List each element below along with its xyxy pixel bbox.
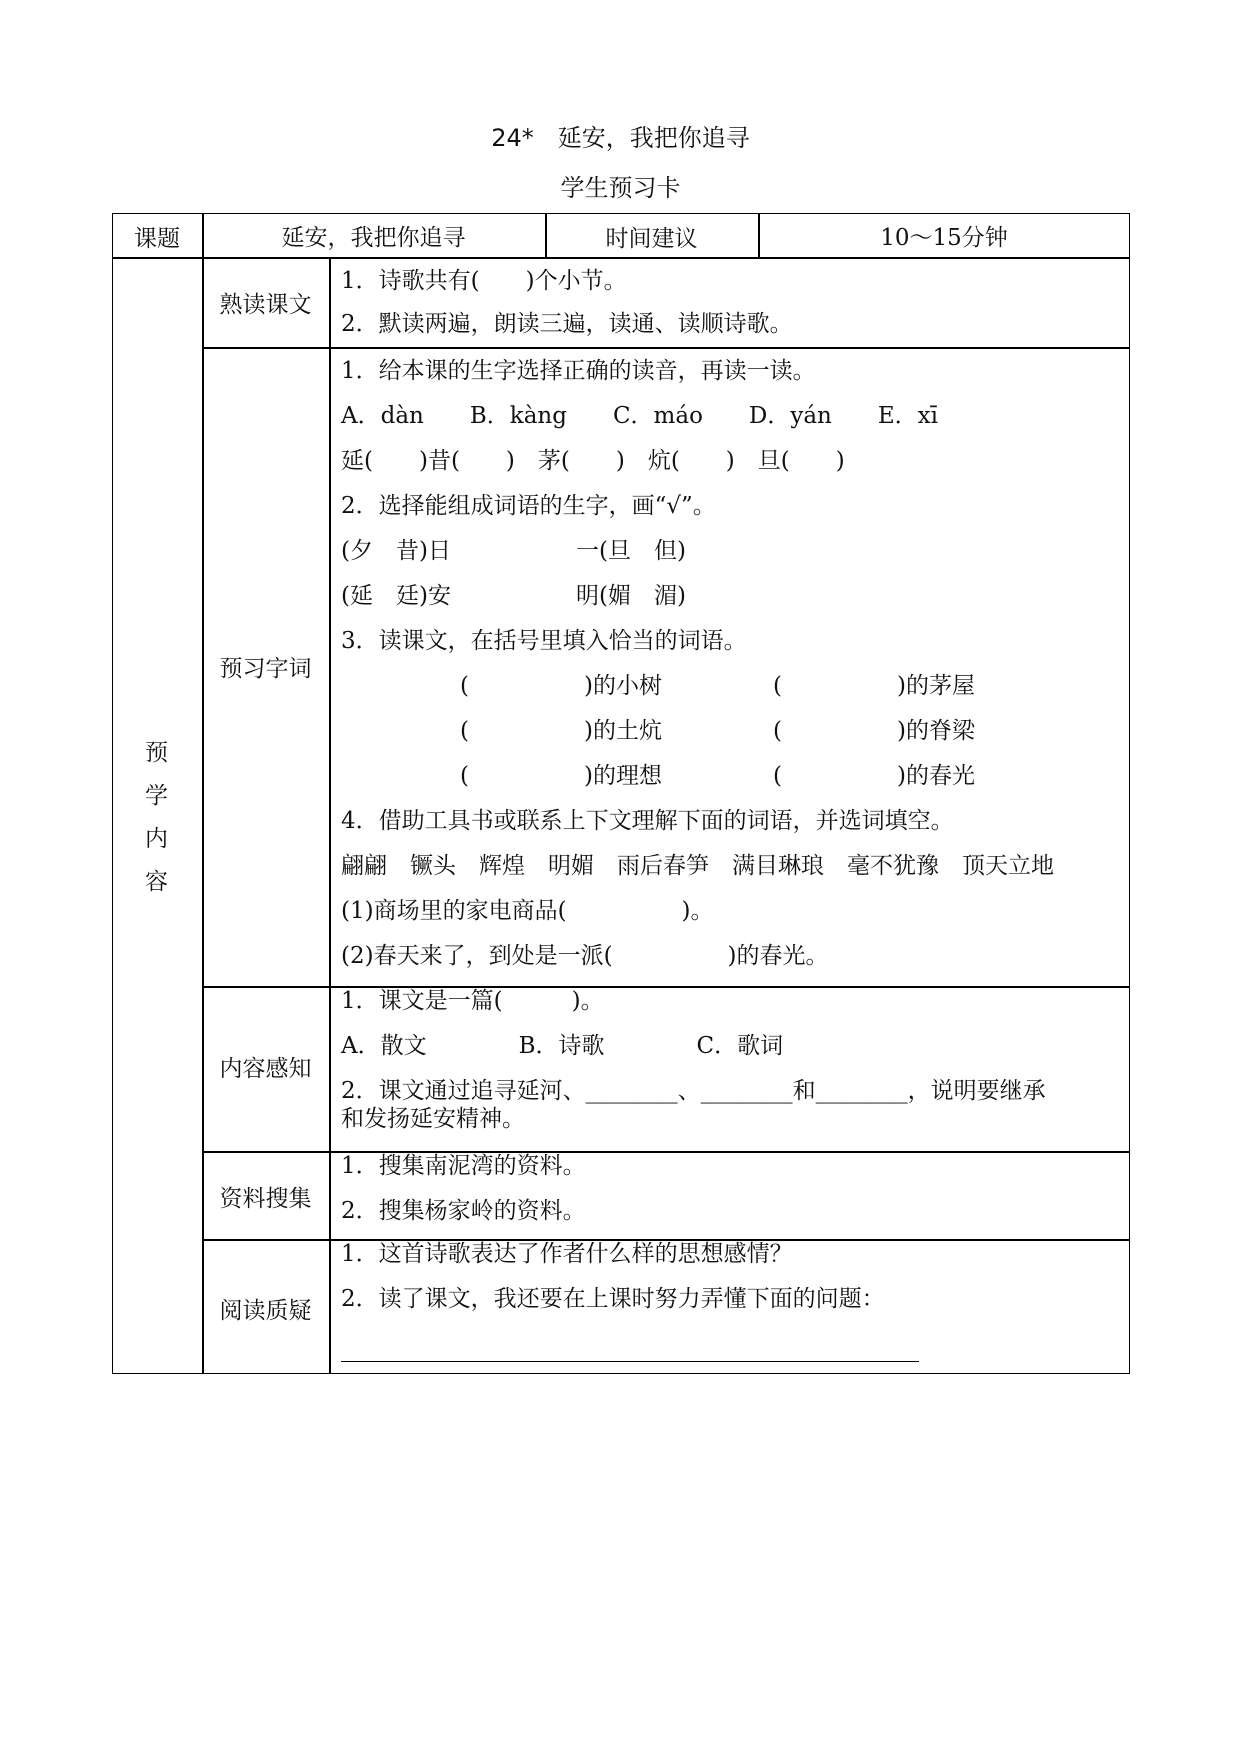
comprehension-options: A．散文 B．诗歌 C．歌词 <box>341 1033 784 1059</box>
topic-value: 延安，我把你追寻 <box>281 225 466 251</box>
section-label-vocabulary: 预习字词 <box>219 656 312 682</box>
time-label: 时间建议 <box>605 226 698 252</box>
reading-item: 2．默读两遍，朗读三遍，读通、读顺诗歌。 <box>341 311 793 337</box>
row-divider <box>112 257 1130 259</box>
section-label-research: 资料搜集 <box>219 1186 312 1212</box>
fill-blank-phrase: ( )的理想 <box>460 763 662 789</box>
question-item: 1．这首诗歌表达了作者什么样的思想感情？ <box>341 1241 793 1267</box>
question-item: 2．读了课文，我还要在上课时努力弄懂下面的问题： <box>341 1286 885 1312</box>
answer-line[interactable] <box>341 1361 919 1362</box>
vocab-question: 2．选择能组成词语的生字，画“√”。 <box>341 493 716 519</box>
section-label-reading: 熟读课文 <box>219 292 312 318</box>
choice-item: (夕 昔)日 <box>341 538 451 564</box>
page-subtitle: 学生预习卡 <box>560 174 681 202</box>
choice-item: 明(媚 湄) <box>576 583 686 609</box>
research-item: 2．搜集杨家岭的资料。 <box>341 1198 586 1224</box>
word-bank: 翩翩 镢头 辉煌 明媚 雨后春笋 满目琳琅 毫不犹豫 顶天立地 <box>341 853 1054 879</box>
fill-sentence: (1)商场里的家电商品( )。 <box>341 898 714 924</box>
row-divider <box>202 347 1130 349</box>
section-label-questions: 阅读质疑 <box>219 1298 312 1324</box>
col-divider <box>329 257 331 1374</box>
comprehension-item: 1．课文是一篇( )。 <box>341 988 604 1014</box>
choice-item: (延 廷)安 <box>341 583 451 609</box>
vocab-question: 1．给本课的生字选择正确的读音，再读一读。 <box>341 358 816 384</box>
fill-blank-phrase: ( )的春光 <box>773 763 975 789</box>
vocab-question: 3．读课文，在括号里填入恰当的词语。 <box>341 628 747 654</box>
page-title: 24* 延安，我把你追寻 <box>491 124 750 152</box>
fill-sentence: (2)春天来了，到处是一派( )的春光。 <box>341 943 829 969</box>
fill-blank-phrase: ( )的脊梁 <box>773 718 975 744</box>
time-value: 10～15分钟 <box>880 225 1008 251</box>
topic-label: 课题 <box>134 226 180 252</box>
choice-item: 一(旦 但) <box>576 538 686 564</box>
side-label-char: 内 <box>145 826 168 852</box>
fill-blank-phrase: ( )的土炕 <box>460 718 662 744</box>
character-blanks: 延( )昔( ) 茅( ) 炕( ) 旦( ) <box>341 448 845 474</box>
reading-item: 1．诗歌共有( )个小节。 <box>341 268 627 294</box>
research-item: 1．搜集南泥湾的资料。 <box>341 1153 586 1179</box>
fill-blank-phrase: ( )的小树 <box>460 673 662 699</box>
vocab-question: 4．借助工具书或联系上下文理解下面的词语，并选词填空。 <box>341 808 954 834</box>
pinyin-options: A．dàn B．kàng C．máo D．yán E．xī <box>341 403 938 429</box>
section-label-comprehension: 内容感知 <box>219 1056 312 1082</box>
side-label-char: 预 <box>145 740 168 766</box>
side-label-char: 学 <box>145 783 168 809</box>
fill-blank-phrase: ( )的茅屋 <box>773 673 975 699</box>
comprehension-item: 2．课文通过追寻延河、________、________和________，说明要继承 <box>341 1078 1046 1104</box>
side-label-char: 容 <box>145 869 168 895</box>
comprehension-item: 和发扬延安精神。 <box>341 1106 525 1132</box>
